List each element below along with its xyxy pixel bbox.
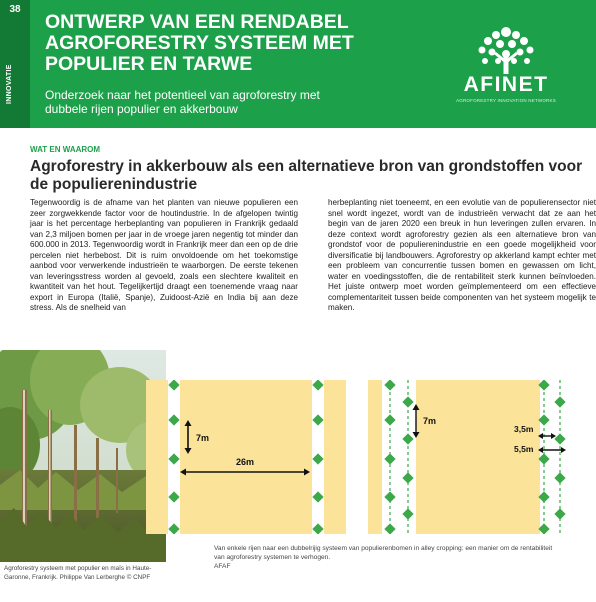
inner-row-gap-label: 3,5m bbox=[514, 424, 534, 434]
page-title: ONTWERP VAN EEN RENDABEL AGROFORESTRY SYSTEEM MET POPULIER EN TARWE bbox=[45, 11, 354, 75]
photo-poplar-agroforestry bbox=[0, 350, 166, 562]
body-column-right: herbeplanting niet toeneemt, en een evolutie van de populierensector niet snel wordt ingezet, wordt van de industrieën verwacht dat ze aan het begin van de jaren 2020 een breuk in hun leveringen zullen ervaren. In deze context wordt agroforestry gezien als een alternatieve bron van grondstof voor de populierenindustrie en een goede mogelijkheid voor diversificatie bij landbouwers. Agroforestry op akkerland kampt echter met een probleem van concurrentie tussen bomen en gewassen om licht, water en voedingsstoffen, die de rentabiliteit sterk kunnen beïnvloeden. Het juiste ontwerp moet worden geïmplementeerd om een effectieve complementariteit tussen beide componenten van het systeem mogelijk te maken. bbox=[328, 198, 596, 312]
double-row-diagram bbox=[368, 380, 568, 534]
section-label: WAT EN WAAROM bbox=[30, 145, 101, 154]
outer-row-gap-label: 5,5m bbox=[514, 444, 534, 454]
page-subtitle: Onderzoek naar het potentieel van agroforestry met dubbele rijen populier en akkerbouw bbox=[45, 88, 320, 116]
logo-wordmark: AFINET bbox=[463, 73, 549, 96]
page-number: 38 bbox=[9, 4, 21, 15]
diagram-caption-text: Van enkele rijen naar een dubbelrijig systeem van populierenbomen in alley cropping: een manier om de rentabiliteit van agroforestry systemen te verhogen. bbox=[214, 545, 553, 561]
article-heading: Agroforestry in akkerbouw als een alternatieve bron van grondstoffen voor de populierenindustrie bbox=[30, 158, 583, 193]
diagram-caption-source: AFAF bbox=[214, 563, 231, 570]
body-column-left: Tegenwoordig is de afname van het planten van nieuwe populieren een zeer zorgwekkende factor voor de houtindustrie. In de afgelopen twintig jaar is het percentage herbeplanting van populieren in Frankrijk gedaald van 2,3 miljoen bomen per jaar in de vroege jaren negentig tot minder dan 600.000 in 2013. Tegenwoordig wordt in Frankrijk meer dan een op de drie percelen niet herbebost. Dit is ruim onvoldoende om het toekomstige aanbod voor verwerkende industrieën te waarborgen. De eerste tekenen van leveringsstress worden al gevoeld, zoals een slechtere kwaliteit en kwantiteit van het hout. Tegelijkertijd draagt een toenemende vraag naar export in Europa (Italië, Spanje), Zuidoost-Azië en India bij aan deze stress. Als de snelheid van bbox=[30, 198, 298, 312]
tree-spacing-label: 7m bbox=[196, 433, 210, 443]
diagram-caption bbox=[214, 544, 554, 571]
side-tab bbox=[0, 0, 30, 128]
section-side-label: INNOVATIE bbox=[6, 64, 13, 104]
single-row-diagram bbox=[146, 380, 346, 534]
logo-tagline: AGROFORESTRY INNOVATION NETWORKS bbox=[456, 98, 556, 103]
tree-spacing-label: 7m bbox=[423, 416, 437, 426]
photo-caption: Agroforestry systeem met populier en maïs in Haute-Garonne, Frankrijk. Philippe Van Lerberghe © CNPF bbox=[4, 565, 152, 581]
alley-width-label: 26m bbox=[236, 457, 255, 467]
